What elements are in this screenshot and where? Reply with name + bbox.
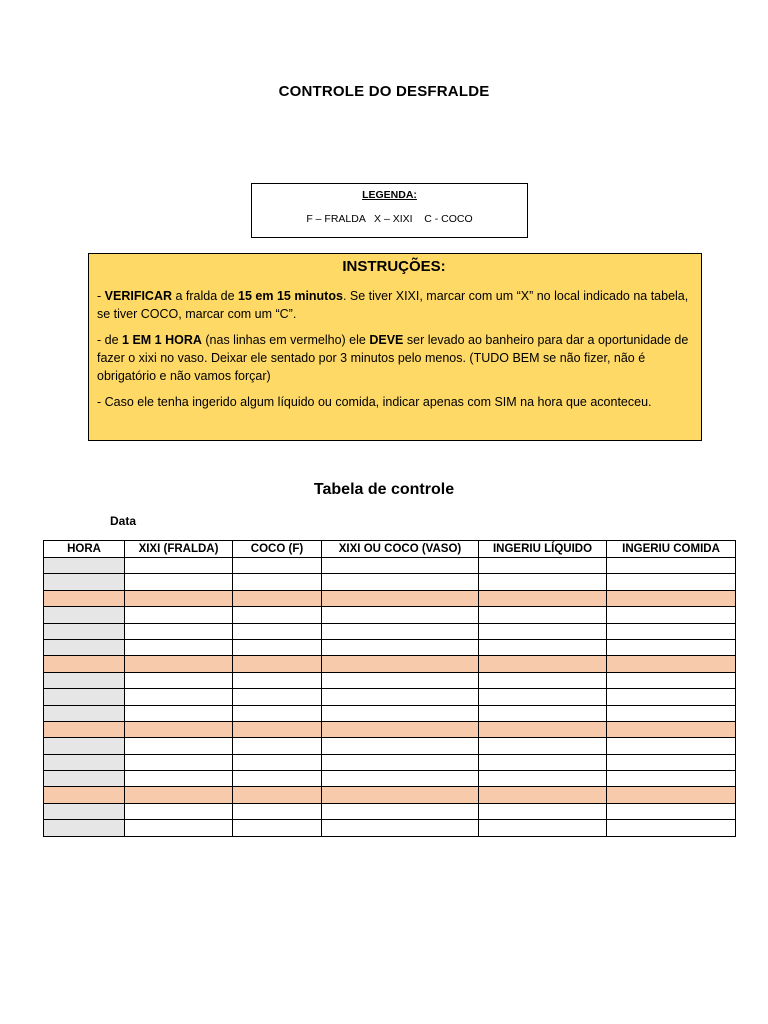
table-cell[interactable]	[479, 639, 607, 655]
table-cell[interactable]	[322, 721, 479, 737]
hora-cell[interactable]	[44, 803, 125, 819]
table-row	[44, 738, 736, 754]
column-header-xixi-fralda: XIXI (FRALDA)	[125, 541, 233, 558]
table-cell[interactable]	[125, 590, 233, 606]
table-row	[44, 607, 736, 623]
table-cell[interactable]	[233, 656, 322, 672]
table-cell[interactable]	[322, 803, 479, 819]
table-row	[44, 623, 736, 639]
control-table	[43, 540, 736, 837]
hora-cell[interactable]	[44, 689, 125, 705]
table-cell[interactable]	[233, 803, 322, 819]
table-cell[interactable]	[233, 787, 322, 803]
table-cell[interactable]	[322, 771, 479, 787]
legend-title: LEGENDA:	[362, 189, 417, 201]
hora-cell[interactable]	[44, 754, 125, 770]
table-cell[interactable]	[233, 558, 322, 574]
hora-cell[interactable]	[44, 721, 125, 737]
date-label: Data	[110, 514, 137, 528]
table-row	[44, 689, 736, 705]
table-row	[44, 803, 736, 819]
table-cell[interactable]	[233, 820, 322, 836]
hora-cell[interactable]	[44, 672, 125, 688]
table-cell[interactable]	[607, 705, 736, 721]
hora-cell[interactable]	[44, 656, 125, 672]
table-cell[interactable]	[125, 574, 233, 590]
table-cell[interactable]	[607, 639, 736, 655]
table-cell[interactable]	[125, 738, 233, 754]
table-cell[interactable]	[322, 623, 479, 639]
table-cell[interactable]	[125, 656, 233, 672]
table-row	[44, 771, 736, 787]
table-cell[interactable]	[479, 607, 607, 623]
table-cell[interactable]	[233, 607, 322, 623]
table-cell[interactable]	[607, 558, 736, 574]
table-cell[interactable]	[607, 771, 736, 787]
table-body	[44, 558, 736, 837]
table-cell[interactable]	[322, 558, 479, 574]
table-cell[interactable]	[479, 721, 607, 737]
table-cell[interactable]	[125, 607, 233, 623]
table-cell[interactable]	[607, 574, 736, 590]
table-cell[interactable]	[125, 639, 233, 655]
table-cell[interactable]	[233, 738, 322, 754]
table-cell[interactable]	[125, 803, 233, 819]
table-cell[interactable]	[479, 558, 607, 574]
table-cell[interactable]	[322, 754, 479, 770]
table-cell[interactable]	[125, 787, 233, 803]
table-cell[interactable]	[479, 771, 607, 787]
hora-cell[interactable]	[44, 787, 125, 803]
hora-cell[interactable]	[44, 574, 125, 590]
table-cell[interactable]	[322, 590, 479, 606]
table-cell[interactable]	[607, 787, 736, 803]
table-cell[interactable]	[322, 656, 479, 672]
table-cell[interactable]	[607, 721, 736, 737]
column-header-xixi-coco-vaso: XIXI OU COCO (VASO)	[322, 541, 479, 558]
table-cell[interactable]	[607, 820, 736, 836]
column-header-ingeriu-liquido: INGERIU LÍQUIDO	[479, 541, 607, 558]
table-cell[interactable]	[607, 656, 736, 672]
hora-cell[interactable]	[44, 771, 125, 787]
table-row	[44, 754, 736, 770]
table-row-hourly	[44, 656, 736, 672]
instruction-paragraph-2: - de 1 EM 1 HORA (nas linhas em vermelho) ele DEVE ser levado ao banheiro para dar a oportunidade de fazer o xixi no vaso. Deixar ele sentado por 3 minutos pelo menos. (TUDO BEM se não fizer, não é obrigatório e não vamos forçar)	[97, 333, 689, 383]
table-cell[interactable]	[607, 623, 736, 639]
hora-cell[interactable]	[44, 623, 125, 639]
legend-text: F – FRALDA X – XIXI C - COCO	[306, 213, 473, 225]
table-cell[interactable]	[479, 689, 607, 705]
hora-cell[interactable]	[44, 820, 125, 836]
table-cell[interactable]	[322, 689, 479, 705]
table-cell[interactable]	[479, 656, 607, 672]
hora-cell[interactable]	[44, 558, 125, 574]
hora-cell[interactable]	[44, 639, 125, 655]
table-cell[interactable]	[479, 574, 607, 590]
table-cell[interactable]	[125, 672, 233, 688]
table-cell[interactable]	[322, 607, 479, 623]
table-cell[interactable]	[479, 803, 607, 819]
table-cell[interactable]	[607, 754, 736, 770]
table-header-row	[44, 541, 736, 558]
table-cell[interactable]	[479, 787, 607, 803]
hora-cell[interactable]	[44, 738, 125, 754]
table-row	[44, 705, 736, 721]
column-header-coco: COCO (F)	[233, 541, 322, 558]
table-cell[interactable]	[233, 689, 322, 705]
table-row-hourly	[44, 721, 736, 737]
table-cell[interactable]	[322, 639, 479, 655]
table-cell[interactable]	[125, 771, 233, 787]
table-cell[interactable]	[607, 590, 736, 606]
table-cell[interactable]	[233, 574, 322, 590]
table-row-hourly	[44, 787, 736, 803]
table-cell[interactable]	[233, 639, 322, 655]
instructions-title: INSTRUÇÕES:	[342, 258, 446, 275]
table-cell[interactable]	[233, 705, 322, 721]
legend-box	[251, 183, 528, 238]
table-cell[interactable]	[479, 738, 607, 754]
table-cell[interactable]	[322, 787, 479, 803]
table-cell[interactable]	[479, 754, 607, 770]
document-title: CONTROLE DO DESFRALDE	[278, 83, 490, 100]
table-cell[interactable]	[607, 803, 736, 819]
table-cell[interactable]	[607, 672, 736, 688]
table-cell[interactable]	[479, 623, 607, 639]
table-cell[interactable]	[233, 754, 322, 770]
table-cell[interactable]	[233, 623, 322, 639]
table-cell[interactable]	[233, 590, 322, 606]
table-section-title: Tabela de controle	[313, 481, 455, 498]
table-cell[interactable]	[322, 705, 479, 721]
instructions-box	[88, 253, 702, 441]
table-cell[interactable]	[479, 820, 607, 836]
hora-cell[interactable]	[44, 607, 125, 623]
instruction-paragraph-1: - VERIFICAR a fralda de 15 em 15 minutos. Se tiver XIXI, marcar com um “X” no local indicado na tabela, se tiver COCO, marcar com um “C”.	[97, 289, 689, 321]
table-row	[44, 558, 736, 574]
table-row	[44, 672, 736, 688]
table-cell[interactable]	[125, 705, 233, 721]
table-cell[interactable]	[322, 738, 479, 754]
table-cell[interactable]	[607, 738, 736, 754]
table-cell[interactable]	[125, 754, 233, 770]
table-cell[interactable]	[125, 721, 233, 737]
hora-cell[interactable]	[44, 590, 125, 606]
table-cell[interactable]	[233, 672, 322, 688]
table-cell[interactable]	[322, 820, 479, 836]
table-cell[interactable]	[233, 771, 322, 787]
table-cell[interactable]	[479, 672, 607, 688]
table-row	[44, 639, 736, 655]
table-cell[interactable]	[125, 689, 233, 705]
table-cell[interactable]	[322, 574, 479, 590]
table-cell[interactable]	[607, 689, 736, 705]
table-cell[interactable]	[607, 607, 736, 623]
instruction-paragraph-3: - Caso ele tenha ingerido algum líquido ou comida, indicar apenas com SIM na hora que aconteceu.	[97, 395, 652, 409]
column-header-ingeriu-comida: INGERIU COMIDA	[607, 541, 736, 558]
table-row-hourly	[44, 590, 736, 606]
table-cell[interactable]	[479, 590, 607, 606]
hora-cell[interactable]	[44, 705, 125, 721]
table-row	[44, 574, 736, 590]
table-row	[44, 820, 736, 836]
table-cell[interactable]	[125, 623, 233, 639]
table-cell[interactable]	[233, 721, 322, 737]
table-cell[interactable]	[125, 820, 233, 836]
table-cell[interactable]	[125, 558, 233, 574]
column-header-hora: HORA	[44, 541, 125, 558]
table-cell[interactable]	[479, 705, 607, 721]
table-cell[interactable]	[322, 672, 479, 688]
